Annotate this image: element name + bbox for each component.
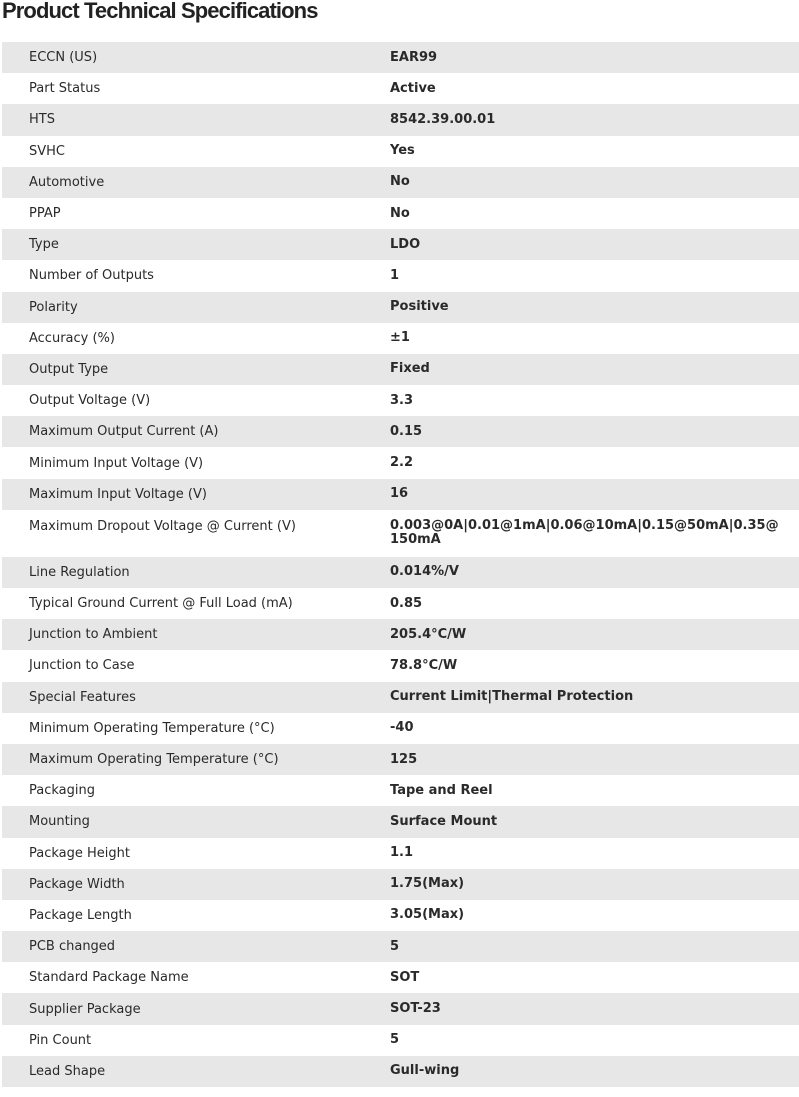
spec-table: [2, 42, 799, 1087]
table-row: [2, 900, 799, 931]
spec-value: 0.85: [390, 595, 423, 611]
table-row: [2, 1025, 799, 1056]
spec-value: Current Limit|Thermal Protection: [390, 689, 634, 705]
spec-label: PCB changed: [29, 939, 116, 955]
table-row: [2, 323, 799, 354]
table-row: [2, 416, 799, 447]
spec-value: 8542.39.00.01: [390, 111, 496, 127]
spec-label: Package Length: [29, 907, 132, 923]
spec-value: 5: [390, 1032, 400, 1048]
spec-value: 16: [390, 486, 409, 502]
spec-value: 0.15: [390, 423, 423, 439]
table-row: [2, 447, 799, 478]
spec-label: Pin Count: [29, 1032, 92, 1048]
spec-value: 1.1: [390, 845, 414, 861]
spec-label: Maximum Dropout Voltage @ Current (V): [29, 518, 296, 534]
spec-label: ECCN (US): [29, 50, 98, 66]
table-row: [2, 806, 799, 837]
table-row: [2, 744, 799, 775]
spec-label: Number of Outputs: [29, 268, 154, 284]
spec-label: Package Height: [29, 845, 130, 861]
spec-label: Output Voltage (V): [29, 393, 151, 409]
table-row: [2, 775, 799, 806]
spec-label: Standard Package Name: [29, 970, 189, 986]
table-row: [2, 619, 799, 650]
spec-value: 3.05(Max): [390, 907, 465, 923]
spec-value: 5: [390, 938, 400, 954]
spec-value: Tape and Reel: [390, 782, 493, 798]
spec-value: Yes: [390, 143, 415, 159]
table-row: [2, 682, 799, 713]
table-row: [2, 385, 799, 416]
spec-label: Line Regulation: [29, 564, 130, 580]
spec-value: 2.2: [390, 455, 414, 471]
spec-value: Active: [390, 80, 436, 96]
table-row: [2, 510, 799, 557]
spec-label: Type: [29, 237, 59, 253]
spec-label: Junction to Ambient: [29, 627, 158, 643]
table-row: [2, 167, 799, 198]
page-title: Product Technical Specifications: [2, 0, 318, 23]
table-row: [2, 198, 799, 229]
table-row: [2, 993, 799, 1024]
table-row: [2, 229, 799, 260]
spec-label: Output Type: [29, 361, 109, 377]
table-row: [2, 869, 799, 900]
spec-label: Part Status: [29, 81, 101, 97]
spec-label: Special Features: [29, 689, 136, 705]
spec-label: Automotive: [29, 174, 105, 190]
spec-value: SOT-23: [390, 1001, 441, 1017]
spec-value: SOT: [390, 969, 420, 985]
spec-value: Fixed: [390, 361, 430, 377]
spec-value: 0.014%/V: [390, 564, 459, 580]
spec-label: Packaging: [29, 783, 95, 799]
table-row: [2, 260, 799, 291]
table-row: [2, 588, 799, 619]
spec-label: Lead Shape: [29, 1063, 106, 1079]
spec-label: HTS: [29, 112, 55, 128]
spec-value: LDO: [390, 236, 421, 252]
spec-label: PPAP: [29, 206, 61, 222]
spec-label: Maximum Operating Temperature (°C): [29, 752, 279, 768]
spec-label: Accuracy (%): [29, 330, 115, 346]
table-row: [2, 136, 799, 167]
spec-value: No: [390, 205, 410, 221]
spec-value: Positive: [390, 299, 449, 315]
table-row: [2, 1056, 799, 1087]
table-row: [2, 838, 799, 869]
spec-label: Minimum Input Voltage (V): [29, 455, 204, 471]
spec-value: 1: [390, 267, 400, 283]
spec-value: -40: [390, 720, 414, 736]
spec-label: Package Width: [29, 876, 125, 892]
spec-value: No: [390, 174, 410, 190]
table-row: [2, 557, 799, 588]
spec-value: 125: [390, 751, 418, 767]
spec-label: Polarity: [29, 299, 78, 315]
spec-label: Supplier Package: [29, 1001, 141, 1017]
spec-value: Surface Mount: [390, 813, 498, 829]
spec-value: 3.3: [390, 392, 414, 408]
table-row: [2, 650, 799, 681]
spec-value: 78.8°C/W: [390, 657, 458, 673]
table-row: [2, 42, 799, 73]
table-row: [2, 962, 799, 993]
spec-label: Mounting: [29, 814, 90, 830]
table-row: [2, 104, 799, 135]
spec-value: 205.4°C/W: [390, 626, 467, 642]
spec-value: ±1: [390, 330, 410, 346]
spec-label: SVHC: [29, 143, 65, 159]
spec-label: Maximum Input Voltage (V): [29, 486, 207, 502]
spec-value: EAR99: [390, 49, 438, 65]
table-row: [2, 73, 799, 104]
spec-value: Gull-wing: [390, 1063, 460, 1079]
table-row: [2, 713, 799, 744]
spec-label: Junction to Case: [29, 658, 135, 674]
spec-value: 0.003@0A|0.01@1mA|0.06@10mA|0.15@50mA|0.35@150mA: [390, 517, 779, 547]
table-row: [2, 354, 799, 385]
spec-label: Typical Ground Current @ Full Load (mA): [29, 596, 293, 612]
spec-label: Minimum Operating Temperature (°C): [29, 720, 275, 736]
table-row: [2, 931, 799, 962]
spec-value: 1.75(Max): [390, 876, 465, 892]
spec-label: Maximum Output Current (A): [29, 424, 219, 440]
table-row: [2, 292, 799, 323]
table-row: [2, 479, 799, 510]
